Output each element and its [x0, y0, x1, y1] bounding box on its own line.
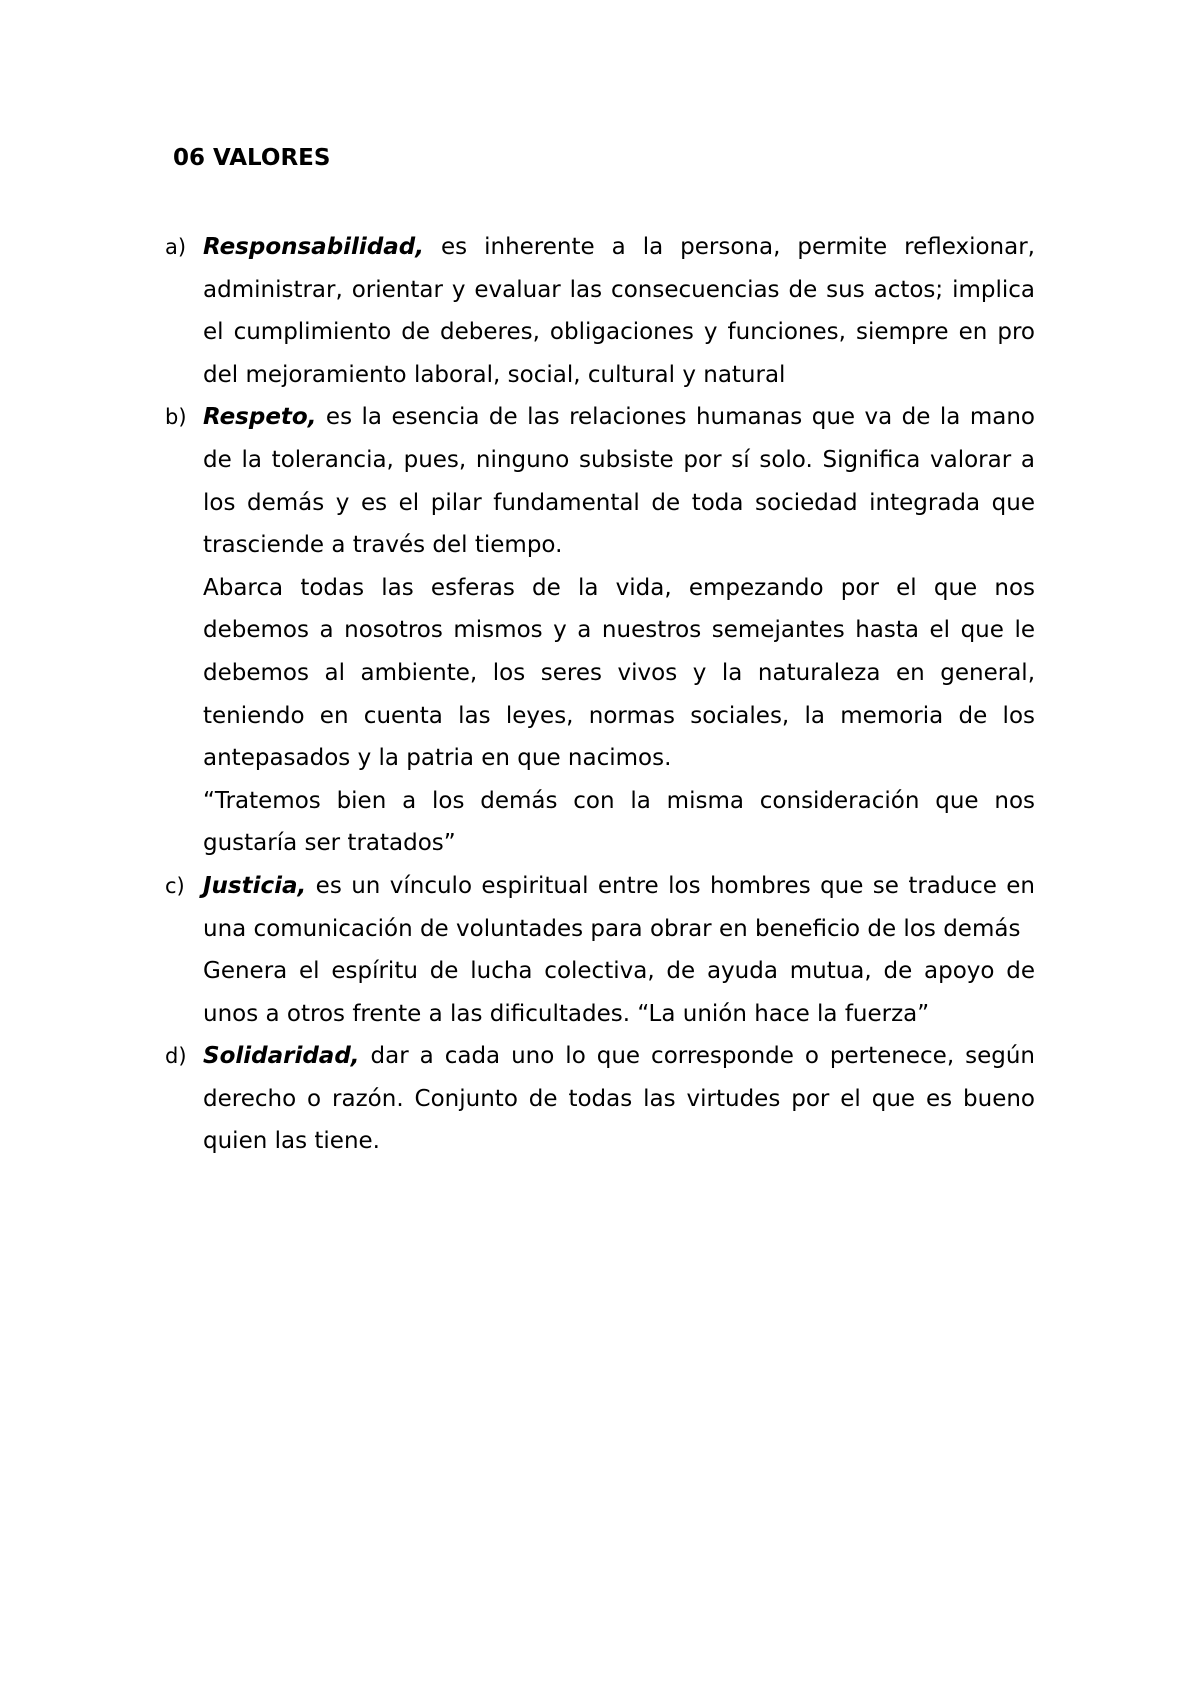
value-term: Solidaridad,	[203, 1043, 360, 1070]
paragraph-text: es inherente a la persona, permite reflexionar, administrar, orientar y evaluar las consecuencias de sus actos; implica el cumplimiento de deberes, obligaciones y funciones, siempre en pro del mejoramiento laboral, social, cultural y natural	[203, 234, 1035, 388]
paragraph: Abarca todas las esferas de la vida, empezando por el que nos debemos a nosotros mismos y a nuestros semejantes hasta el que le debemos al ambiente, los seres vivos y la naturaleza en general, teniendo en cuenta las leyes, normas sociales, la memoria de los antepasados y la patria en que nacimos.	[203, 574, 1035, 772]
list-marker: c)	[165, 873, 185, 898]
quote-paragraph: “Tratemos bien a los demás con la misma consideración que nos gustaría ser tratados”	[203, 787, 1035, 857]
value-term: Respeto,	[203, 404, 317, 431]
list-marker: d)	[165, 1044, 187, 1069]
paragraph	[203, 865, 1035, 950]
paragraph	[203, 1035, 1035, 1163]
value-term: Responsabilidad,	[203, 234, 425, 260]
list-item-respeto	[165, 396, 1035, 865]
list-marker: a)	[165, 235, 187, 259]
list-marker: b)	[165, 405, 187, 430]
list-item-responsabilidad	[165, 226, 1035, 396]
paragraph	[203, 396, 1035, 566]
paragraph	[203, 226, 1035, 396]
value-term: Justicia,	[203, 872, 307, 899]
paragraph: Genera el espíritu de lucha colectiva, de ayuda mutua, de apoyo de unos a otros frente a las dificultades. “La unión hace la fuerza”	[203, 958, 1035, 1027]
paragraph-text: es la esencia de las relaciones humanas que va de la mano de la tolerancia, pues, ninguno subsiste por sí solo. Significa valorar a los demás y es el pilar fundamental de toda sociedad integrada que trasciende a través del tiempo.	[203, 404, 1035, 559]
list-item-solidaridad	[165, 1035, 1035, 1163]
values-list	[165, 226, 1035, 1163]
paragraph-text: dar a cada uno lo que corresponde o pertenece, según derecho o razón. Conjunto de todas las virtudes por el que es bueno quien las tiene.	[203, 1043, 1035, 1155]
list-item-justicia	[165, 865, 1035, 1035]
document-title: 06 VALORES	[173, 145, 331, 171]
paragraph-text: es un vínculo espiritual entre los hombres que se traduce en una comunicación de voluntades para obrar en beneficio de los demás	[203, 872, 1035, 942]
